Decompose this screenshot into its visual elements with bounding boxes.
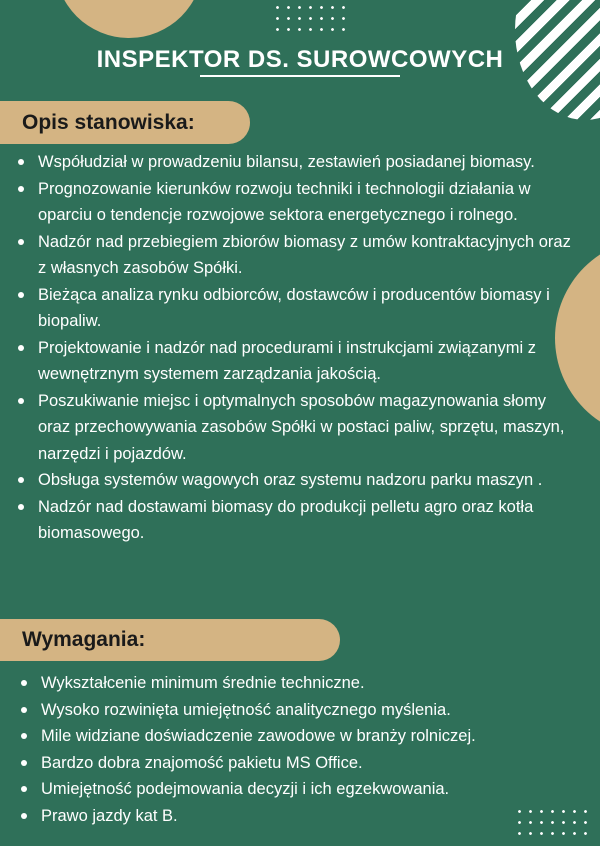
list-item: Obsługa systemów wagowych oraz systemu nadzoru parku maszyn . — [11, 467, 571, 494]
list-item: Prognozowanie kierunków rozwoju techniki i technologii działania w oparciu o tendencje rozwojowe sektora energetycznego i rolnego. — [11, 176, 571, 229]
title-underline — [200, 75, 400, 77]
list-item: Wykształcenie minimum średnie techniczne. — [14, 670, 554, 697]
decorative-dots-top — [272, 2, 352, 36]
list-item: Wysoko rozwinięta umiejętność analitycznego myślenia. — [14, 697, 554, 724]
list-item: Mile widziane doświadczenie zawodowe w branży rolniczej. — [14, 723, 554, 750]
requirements-heading: Wymagania: — [0, 619, 340, 661]
list-item: Projektowanie i nadzór nad procedurami i instrukcjami związanymi z wewnętrznym systemem zarządzania jakością. — [11, 335, 571, 388]
decorative-circle-top — [55, 0, 203, 38]
requirements-list — [14, 670, 554, 829]
list-item: Umiejętność podejmowania decyzji i ich egzekwowania. — [14, 776, 554, 803]
job-description-list — [11, 149, 571, 547]
list-item: Poszukiwanie miejsc i optymalnych sposobów magazynowania słomy oraz przechowywania zasobów Spółki w postaci paliw, sprzętu, maszyn, narzędzi i pojazdów. — [11, 388, 571, 468]
page-title: INSPEKTOR DS. SUROWCOWYCH — [96, 46, 504, 73]
list-item: Nadzór nad przebiegiem zbiorów biomasy z umów kontraktacyjnych oraz z własnych zasobów Spółki. — [11, 229, 571, 282]
list-item: Nadzór nad dostawami biomasy do produkcji pelletu agro oraz kotła biomasowego. — [11, 494, 571, 547]
list-item: Współudział w prowadzeniu bilansu, zestawień posiadanej biomasy. — [11, 149, 571, 176]
job-description-heading: Opis stanowiska: — [0, 101, 250, 144]
list-item: Bieżąca analiza rynku odbiorców, dostawców i producentów biomasy i biopaliw. — [11, 282, 571, 335]
list-item: Bardzo dobra znajomość pakietu MS Office. — [14, 750, 554, 777]
list-item: Prawo jazdy kat B. — [14, 803, 554, 830]
